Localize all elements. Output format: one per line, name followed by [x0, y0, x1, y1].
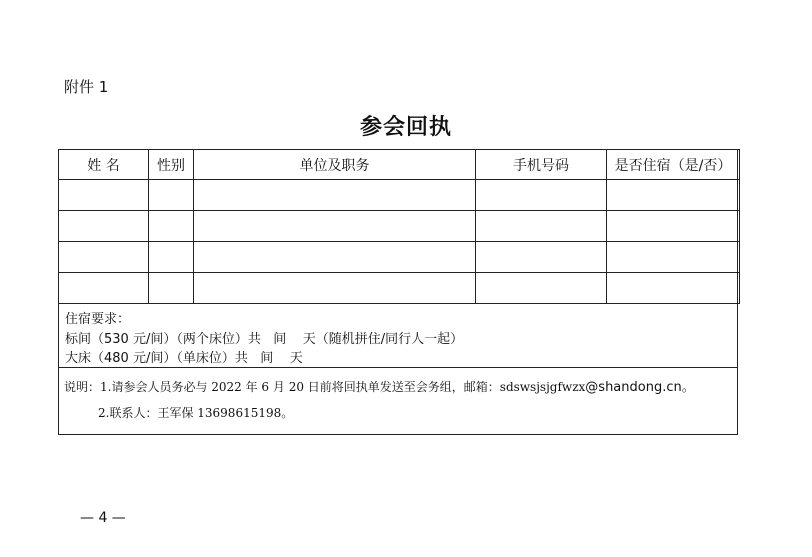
email-domain: @shandong.cn。: [585, 380, 695, 395]
note-text: 说明：1.请参会人员务必与 2022 年 6 月 20 日前将回执单发送至会务组，邮箱：sdswsjsjgfwzx: [64, 380, 586, 394]
table-row: [59, 211, 740, 242]
cell-accommodation[interactable]: [607, 242, 740, 273]
header-accommodation: 是否住宿（是/否）: [607, 150, 740, 180]
cell-name[interactable]: [59, 273, 149, 304]
header-name: 姓 名: [59, 150, 149, 180]
accommodation-requirements: [65, 310, 463, 369]
page-number: — 4 —: [80, 510, 126, 526]
registration-table: [58, 149, 740, 304]
table-row: [59, 273, 740, 304]
cell-organization-position[interactable]: [194, 273, 476, 304]
attachment-label: 附件 1: [64, 78, 109, 96]
standard-room-option: 标间（530 元/间）（两个床位）共 间 天（随机拼住/同行人一起）: [65, 331, 464, 347]
cell-organization-position[interactable]: [194, 242, 476, 273]
cell-phone[interactable]: [476, 273, 607, 304]
header-gender: 性别: [149, 150, 194, 180]
note-line-1: [64, 376, 695, 395]
cell-gender[interactable]: [149, 180, 194, 211]
cell-name[interactable]: [59, 242, 149, 273]
cell-accommodation[interactable]: [607, 180, 740, 211]
king-room-option: 大床（480 元/间）（单床位）共 间 天: [65, 351, 303, 366]
cell-phone[interactable]: [476, 211, 607, 242]
cell-gender[interactable]: [149, 273, 194, 304]
cell-gender[interactable]: [149, 211, 194, 242]
cell-accommodation[interactable]: [607, 211, 740, 242]
cell-organization-position[interactable]: [194, 180, 476, 211]
table-header-row: [59, 150, 740, 180]
section-divider: [58, 367, 738, 368]
cell-accommodation[interactable]: [607, 273, 740, 304]
cell-gender[interactable]: [149, 242, 194, 273]
note-line-2-contact: 2.联系人：王军保 13698615198。: [98, 406, 294, 420]
cell-organization-position[interactable]: [194, 211, 476, 242]
cell-name[interactable]: [59, 211, 149, 242]
header-organization-position: 单位及职务: [194, 150, 476, 180]
cell-phone[interactable]: [476, 242, 607, 273]
table-row: [59, 180, 740, 211]
table-row: [59, 242, 740, 273]
cell-phone[interactable]: [476, 180, 607, 211]
accommodation-heading: 住宿要求：: [65, 312, 131, 327]
page-title: 参会回执: [359, 115, 452, 140]
header-phone: 手机号码: [476, 150, 607, 180]
cell-name[interactable]: [59, 180, 149, 211]
